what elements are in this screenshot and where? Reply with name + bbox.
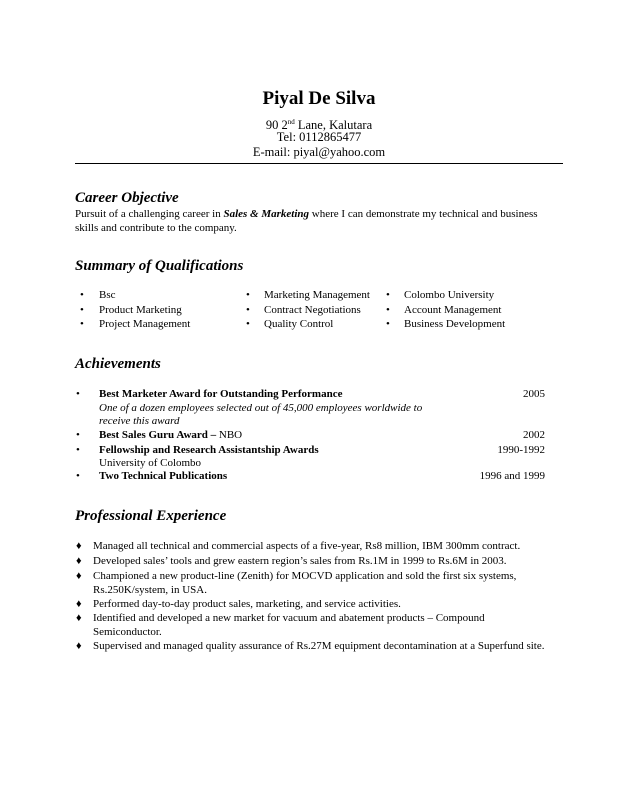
qual-item: Account Management [404,304,502,316]
qual-item: Colombo University [404,289,495,301]
qualifications-heading: Summary of Qualifications [75,258,244,274]
experience-line: Rs.250K/system, in USA. [93,584,207,596]
experience-line: Semiconductor. [93,626,162,638]
experience-line: Managed all technical and commercial aspects of a five-year, Rs8 million, IBM 300mm contract. [93,540,521,552]
experience-bullet: ♦ [76,598,82,610]
career-objective-text: Pursuit of a challenging career in Sales & Marketing where I can demonstrate my technical and business skills and contribute to the company. [75,208,538,234]
qual-bullet: • [386,304,390,316]
experience-line: Supervised and managed quality assurance of Rs.27M equipment decontamination at a Superfund site. [93,640,545,652]
achievement-year: 1996 and 1999 [479,470,545,482]
qual-bullet: • [246,318,250,330]
qual-bullet: • [386,289,390,301]
achievement-year: 2005 [523,388,545,400]
experience-bullet: ♦ [76,540,82,552]
header-divider [75,163,563,164]
career-objective-heading: Career Objective [75,190,179,206]
achievement-bullet: • [76,470,80,482]
qual-bullet: • [80,289,84,301]
achievement-bullet: • [76,444,80,456]
achievements-heading: Achievements [75,356,161,372]
achievement-desc: University of Colombo [99,457,202,469]
achievement-year: 2002 [523,429,545,441]
qual-bullet: • [246,289,250,301]
achievement-desc: receive this award [99,415,180,427]
candidate-name: Piyal De Silva [262,88,376,109]
qual-bullet: • [80,304,84,316]
qual-item: Business Development [404,318,506,330]
achievement-title: Best Sales Guru Award – NBO [99,429,243,441]
achievement-title: Fellowship and Research Assistantship Awards [99,444,319,456]
experience-line: Developed sales’ tools and grew eastern region’s sales from Rs.1M in 1999 to Rs.6M in 2003. [93,555,507,567]
achievement-year: 1990-1992 [497,444,545,456]
qual-item: Product Marketing [99,304,182,316]
experience-line: Identified and developed a new market for vacuum and abatement products – Compound [93,612,485,624]
achievement-bullet: • [76,429,80,441]
achievement-title: Two Technical Publications [99,470,228,482]
experience-bullet: ♦ [76,612,82,624]
experience-bullet: ♦ [76,640,82,652]
qual-item: Marketing Management [264,289,370,301]
achievement-bullet: • [76,388,80,400]
qual-item: Bsc [99,289,116,301]
qual-item: Project Management [99,318,191,330]
achievement-title: Best Marketer Award for Outstanding Performance [99,388,343,400]
experience-heading: Professional Experience [75,508,227,524]
phone-line: Tel: 0112865477 [276,130,362,144]
email-line: E-mail: piyal@yahoo.com [252,145,386,159]
qual-bullet: • [80,318,84,330]
experience-line: Championed a new product-line (Zenith) for MOCVD application and sold the first six systems, [93,570,517,582]
achievement-desc: One of a dozen employees selected out of 45,000 employees worldwide to [99,402,423,414]
experience-bullet: ♦ [76,555,82,567]
address-line: 90 2nd Lane, Kalutara [265,118,373,133]
qual-bullet: • [246,304,250,316]
qual-item: Contract Negotiations [264,304,361,316]
qual-item: Quality Control [264,318,334,330]
experience-line: Performed day-to-day product sales, marketing, and service activities. [93,598,401,610]
qual-bullet: • [386,318,390,330]
experience-bullet: ♦ [76,570,82,582]
